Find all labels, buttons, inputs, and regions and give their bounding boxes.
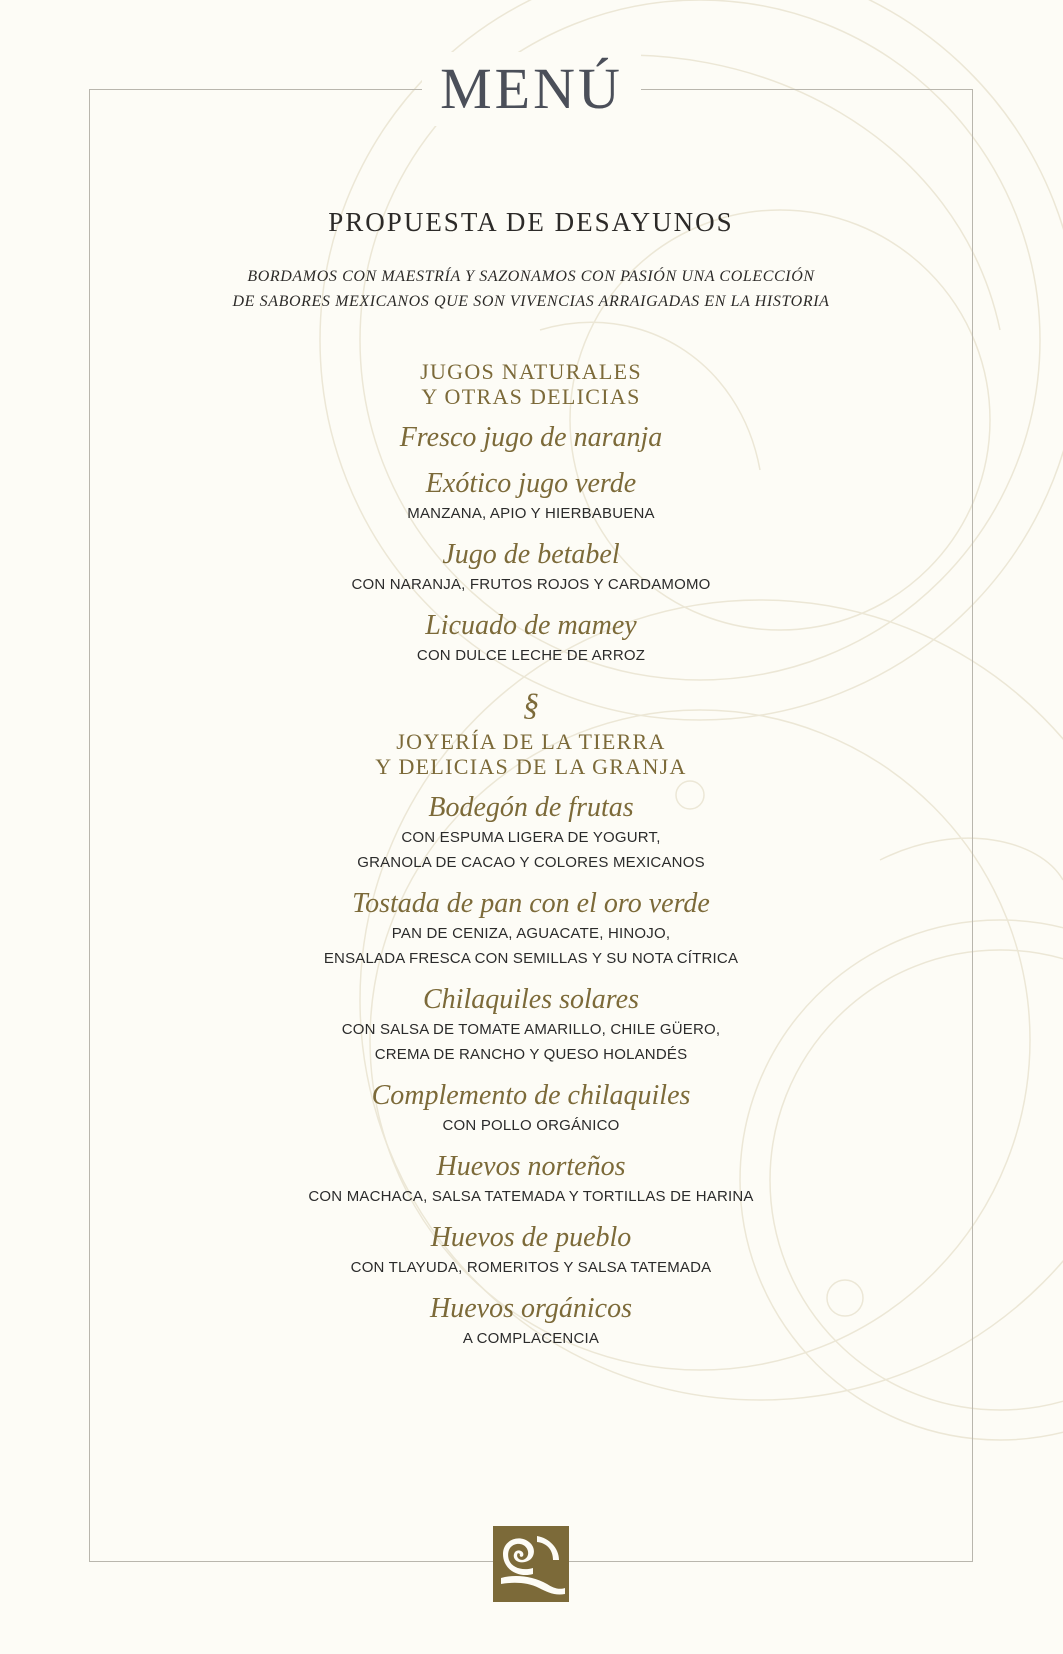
menu-item-name: Bodegón de frutas [428, 792, 634, 823]
menu-item-description: CON TLAYUDA, ROMERITOS Y SALSA TATEMADA [350, 1259, 712, 1276]
menu-item [89, 1079, 973, 1138]
menu-item [89, 609, 973, 668]
page-subtitle: PROPUESTA DE DESAYUNOS [328, 207, 734, 237]
brand-monogram-icon [493, 1526, 569, 1602]
menu-item [89, 1292, 973, 1351]
menu-item [89, 887, 973, 971]
intro-text [89, 264, 973, 314]
menu-item-name: Fresco jugo de naranja [399, 422, 663, 453]
menu-title-text: MENÚ [422, 52, 641, 126]
section-title-line: Y OTRAS DELICIAS [421, 384, 641, 409]
menu-item-description: ENSALADA FRESCA CON SEMILLAS Y SU NOTA CÍTRICA [323, 950, 739, 967]
menu-item-name: Chilaquiles solares [423, 984, 639, 1015]
intro-line: DE SABORES MEXICANOS QUE SON VIVENCIAS ARRAIGADAS EN LA HISTORIA [232, 293, 830, 310]
menu-item-description: GRANOLA DE CACAO Y COLORES MEXICANOS [357, 854, 705, 871]
menu-item [89, 983, 973, 1067]
section-separator: § [523, 686, 539, 722]
menu-title [0, 52, 1063, 126]
menu-item-description: A COMPLACENCIA [462, 1330, 600, 1347]
menu-item-description: CON SALSA DE TOMATE AMARILLO, CHILE GÜERO, [341, 1021, 721, 1038]
menu-item-name: Licuado de mamey [425, 610, 637, 641]
section-title-joyeria [89, 729, 973, 779]
section-title-line: JOYERÍA DE LA TIERRA [396, 729, 666, 754]
section-title-line: JUGOS NATURALES [420, 359, 642, 384]
menu-content [89, 200, 973, 1351]
menu-item [89, 421, 973, 455]
menu-item-name: Huevos orgánicos [430, 1293, 632, 1324]
menu-item-description: CON DULCE LECHE DE ARROZ [416, 647, 646, 664]
menu-item-description: CREMA DE RANCHO Y QUESO HOLANDÉS [374, 1046, 688, 1063]
menu-item-name: Huevos norteños [436, 1151, 626, 1182]
menu-item-name: Tostada de pan con el oro verde [352, 888, 710, 919]
menu-item-name: Jugo de betabel [442, 539, 620, 570]
intro-line: BORDAMOS CON MAESTRÍA Y SAZONAMOS CON PASIÓN UNA COLECCIÓN [247, 268, 815, 285]
menu-item-name: Complemento de chilaquiles [371, 1080, 691, 1111]
menu-item [89, 1150, 973, 1209]
menu-item [89, 467, 973, 526]
menu-item-description: MANZANA, APIO Y HIERBABUENA [407, 505, 655, 522]
section-title-jugos [89, 359, 973, 409]
menu-item-description: CON POLLO ORGÁNICO [442, 1117, 620, 1134]
menu-item-name: Exótico jugo verde [425, 468, 637, 499]
menu-item-name: Huevos de pueblo [430, 1222, 632, 1253]
menu-item [89, 791, 973, 875]
menu-item [89, 538, 973, 597]
section-title-line: Y DELICIAS DE LA GRANJA [375, 754, 687, 779]
menu-item-description: CON ESPUMA LIGERA DE YOGURT, [401, 829, 661, 846]
menu-item-description: PAN DE CENIZA, AGUACATE, HINOJO, [391, 925, 671, 942]
menu-item-description: CON MACHACA, SALSA TATEMADA Y TORTILLAS DE HARINA [308, 1188, 754, 1205]
menu-item [89, 1221, 973, 1280]
menu-item-description: CON NARANJA, FRUTOS ROJOS Y CARDAMOMO [351, 576, 711, 593]
